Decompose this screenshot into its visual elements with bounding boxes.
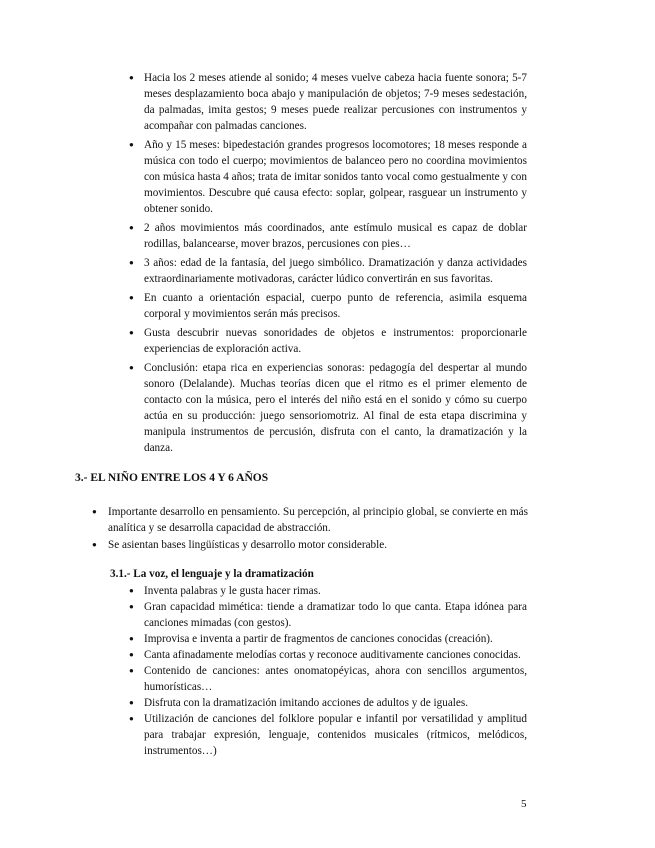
list-item: ● Se asientan bases lingüísticas y desarrollo motor considerable. (92, 537, 528, 553)
subsection-heading: 3.1.- La voz, el lenguaje y la dramatización (110, 568, 314, 580)
list-item: ● Contenido de canciones: antes onomatopéyicas, ahora con sencillos argumentos, humorísticas… (129, 663, 527, 695)
section-heading: 3.- EL NIÑO ENTRE LOS 4 Y 6 AÑOS (75, 472, 269, 484)
list-item: ● Canta afinadamente melodías cortas y reconoce auditivamente canciones conocidas. (129, 647, 527, 663)
bullet-list-top (129, 70, 527, 459)
list-item: ● Conclusión: etapa rica en experiencias sonoras: pedagogía del despertar al mundo sonoro (Delalande). Muchas teorías dicen que el ritmo es el primer elemento de contacto con la música, pero el interés del niño está en el sonido y cómo su cuerpo actúa en su producción: juego sensoriomotriz. Al final de esta etapa discrimina y manipula instrumentos de percusión, disfruta con el canto, la dramatización y la danza. (129, 360, 527, 456)
page-number: 5 (521, 798, 527, 810)
list-item: ● Hacia los 2 meses atiende al sonido; 4 meses vuelve cabeza hacia fuente sonora; 5-7 meses desplazamiento boca abajo y manipulación de objetos; 7-9 meses sedestación, da palmadas, imita gestos; 9 meses puede realizar percusiones con instrumentos y acompañar con palmadas canciones. (129, 70, 527, 134)
list-item: ● Improvisa e inventa a partir de fragmentos de canciones conocidas (creación). (129, 631, 527, 647)
list-item: ● En cuanto a orientación espacial, cuerpo punto de referencia, asimila esquema corporal y movimientos serán más precisos. (129, 290, 527, 322)
list-item: ● Importante desarrollo en pensamiento. Su percepción, al principio global, se convierte en más analítica y se desarrolla capacidad de abstracción. (92, 504, 528, 536)
bullet-list-subsection (129, 583, 527, 759)
list-item: ● Gusta descubrir nuevas sonoridades de objetos e instrumentos: proporcionarle experiencias de exploración activa. (129, 325, 527, 357)
list-item: ● Inventa palabras y le gusta hacer rimas. (129, 583, 527, 599)
list-item: ● Disfruta con la dramatización imitando acciones de adultos y de iguales. (129, 695, 527, 711)
list-item: ● Año y 15 meses: bipedestación grandes progresos locomotores; 18 meses responde a música con todo el cuerpo; movimientos de balanceo pero no coordina movimientos con música hasta 4 años; trata de imitar sonidos tanto vocal como gestualmente y con movimientos. Descubre qué causa efecto: soplar, golpear, rasguear un instrumento y obtener sonido. (129, 137, 527, 217)
list-item: ● Gran capacidad mimética: tiende a dramatizar todo lo que canta. Etapa idónea para canciones mimadas (con gestos). (129, 599, 527, 631)
list-item: ● 2 años movimientos más coordinados, ante estímulo musical es capaz de doblar rodillas, balancearse, mover brazos, percusiones con pies… (129, 220, 527, 252)
list-item: ● Utilización de canciones del folklore popular e infantil por versatilidad y amplitud para trabajar expresión, lenguaje, contenidos musicales (rítmicos, melódicos, instrumentos…) (129, 711, 527, 759)
list-item: ● 3 años: edad de la fantasía, del juego simbólico. Dramatización y danza actividades extraordinariamente motivadoras, carácter lúdico convertirán en sus favoritas. (129, 255, 527, 287)
bullet-list-section (92, 504, 528, 554)
